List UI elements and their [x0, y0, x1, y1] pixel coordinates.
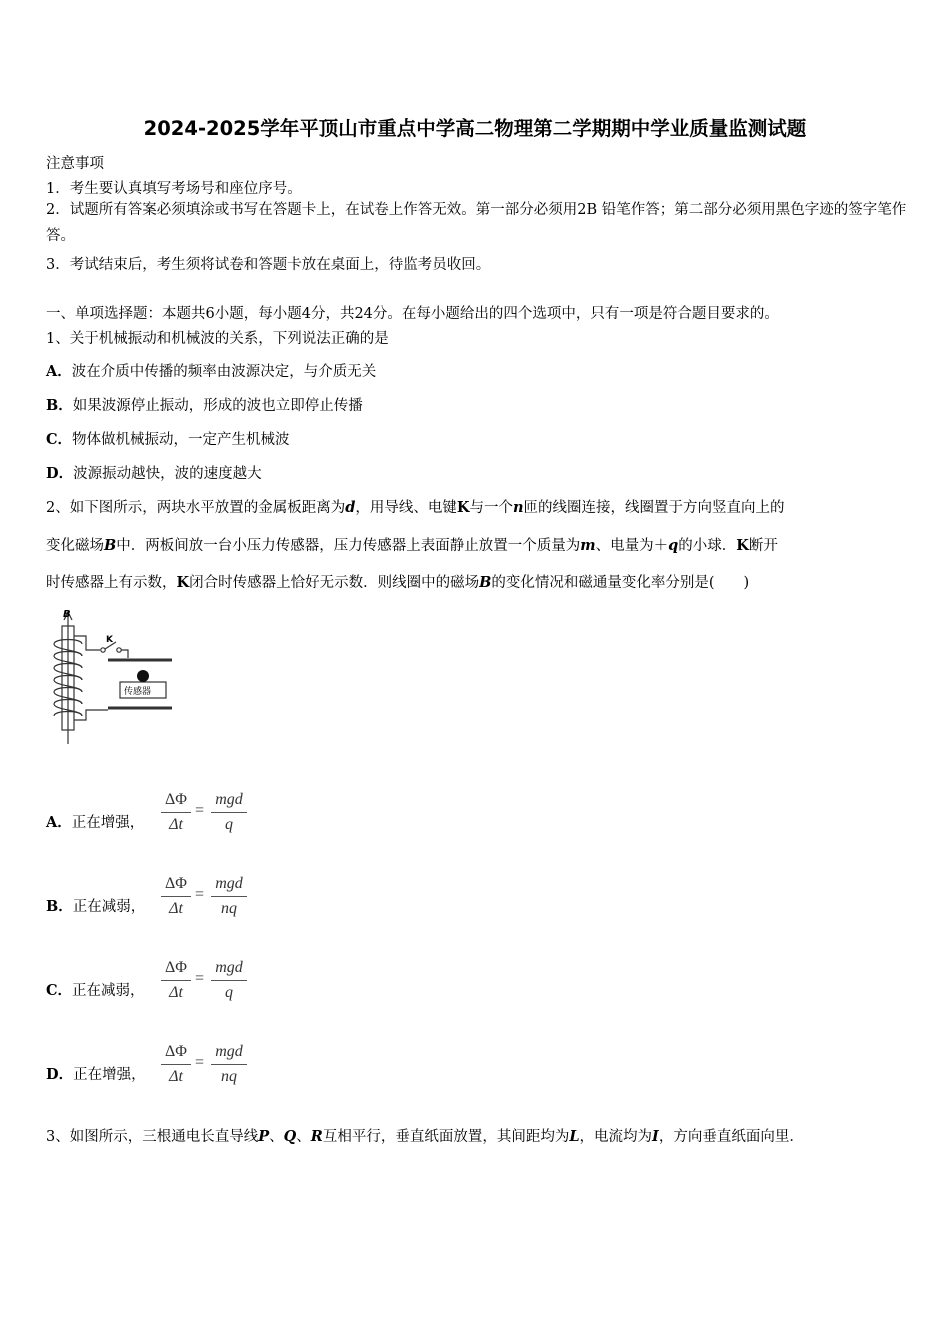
q1-option-b [46, 394, 363, 415]
exam-page: 2024-2025学年平顶山市重点中学高二物理第二学期期中学业质量监测试题 注意事项 1．考生要认真填写考场号和座位序号。 2．试题所有答案必须填涂或书写在答题卡上，在试卷上作答无效。第一部分必须用2B 铅笔作答；第二部分必须用黑色字迹的签字笔作答。 3．考试结束后，考生须将试卷和答题卡放在桌面上，待监考员收回。 一、单项选择题：本题共6小题，每小题4分，共24分。在每小题给出的四个选项中，只有一项是符合题目要求的。 1、关于机械振动和机械波的关系，下列说法正确的是 A．波在介质中传播的频率由波源决定，与介质无关 B．如果波源停止振动，形成的波也立即停止传播 C．物体做机械振动，一定产生机械波 D．波源振动越快，波的速度越大 2、如下图所示，两块水平放置的金属板距离为d，用导线、电键K与一个n匝的线圈连接，线圈置于方向竖直向上的 变化磁场B中．两板间放一台小压力传感器，压力传感器上表面静止放置一个质量为m、电量为＋q的小球．K断开 时传感器上有示数，K闭合时传感器上恰好无示数．则线圈中的磁场B的变化情况和磁通量变化率分别是( ) B K 传感器 A．正在增强， ΔΦ Δt = mgd q B．正在减弱， ΔΦ Δt = mgd nq C．正在减弱， ΔΦ Δt = mgd q D．正在增强， ΔΦ Δt = mgd nq 3、如图所示，三根通电长直导线P、Q、R互相平行，垂直纸面放置，其间距均为L，电流均为I，方向垂直纸面向里． [0, 0, 950, 1344]
q2-stem-line-3: 时传感器上有示数，K闭合时传感器上恰好无示数．则线圈中的磁场B的变化情况和磁通量变化率分别是( ) [46, 574, 750, 591]
option-text: 波源振动越快，波的速度越大 [73, 466, 262, 482]
q1-option-d [46, 462, 262, 483]
option-text: 波在介质中传播的频率由波源决定，与介质无关 [71, 364, 377, 380]
q1-option-a [46, 360, 376, 381]
q2-stem-line-1: 2、如下图所示，两块水平放置的金属板距离为d，用导线、电键K与一个n匝的线圈连接，线圈置于方向竖直向上的 [46, 499, 785, 516]
coil-circuit-figure [44, 606, 184, 748]
option-letter: C． [46, 431, 73, 448]
charged-ball [137, 670, 149, 682]
notice-item-2: 2．试题所有答案必须填涂或书写在答题卡上，在试卷上作答无效。第一部分必须用2B 铅笔作答；第二部分必须用黑色字迹的签字笔作答。 [46, 202, 907, 244]
section-heading: 一、单项选择题：本题共6小题，每小题4分，共24分。在每小题给出的四个选项中，只有一项是符合题目要求的。 [46, 306, 779, 322]
option-text: 物体做机械振动，一定产生机械波 [72, 432, 290, 448]
label-k: K [106, 635, 113, 645]
label-b: B [63, 609, 71, 620]
q2-stem-line-2: 变化磁场B中．两板间放一台小压力传感器，压力传感器上表面静止放置一个质量为m、电量为＋q的小球．K断开 [46, 537, 778, 554]
exam-title: 2024-2025学年平顶山市重点中学高二物理第二学期期中学业质量监测试题 [143, 117, 807, 140]
sensor-label: 传感器 [124, 687, 152, 697]
q1-stem: 1、关于机械振动和机械波的关系，下列说法正确的是 [46, 331, 389, 347]
notice-item-3: 3．考试结束后，考生须将试卷和答题卡放在桌面上，待监考员收回。 [46, 257, 491, 273]
option-text: 如果波源停止振动，形成的波也立即停止传播 [72, 398, 363, 414]
option-letter: A． [46, 363, 72, 380]
option-letter: D． [46, 465, 74, 482]
option-letter: B． [46, 397, 73, 414]
notice-item-1: 1．考生要认真填写考场号和座位序号。 [46, 181, 302, 197]
notice-heading: 注意事项 [46, 156, 104, 172]
q1-option-c [46, 428, 290, 449]
q3-stem: 3、如图所示，三根通电长直导线P、Q、R互相平行，垂直纸面放置，其间距均为L，电流均为I，方向垂直纸面向里． [46, 1128, 804, 1145]
